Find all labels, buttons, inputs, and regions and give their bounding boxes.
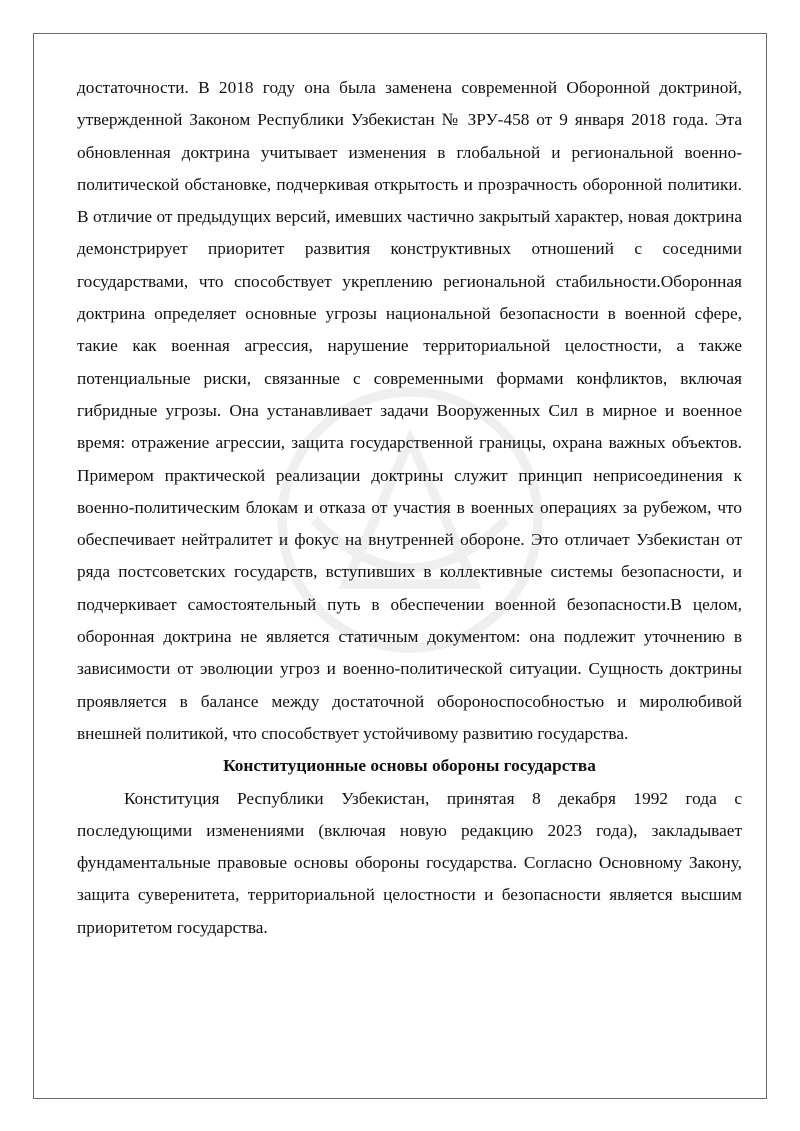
body-paragraph: Конституция Республики Узбекистан, принятая 8 декабря 1992 года с последующими изменениями (включая новую редакцию 2023 года), закладывает фундаментальные правовые основы обороны государства. Согласно Основному Закону, защита суверенитета, территориальной целостности и безопасности является высшим приоритетом государства. [77,788,742,937]
body-paragraph: достаточности. В 2018 году она была заменена современной Оборонной доктриной, утвержденной Законом Республики Узбекистан № ЗРУ-458 от 9 января 2018 года. Эта обновленная доктрина учитывает изменения в глобальной и региональной военно-политической обстановке, подчеркивая открытость и прозрачность оборонной политики. В отличие от предыдущих версий, имевших частично закрытый характер, новая доктрина демонстрирует приоритет развития конструктивных отношений с соседними государствами, что способствует укреплению региональной стабильности.Оборонная доктрина определяет основные угрозы национальной безопасности в военной сфере, такие как военная агрессия, нарушение территориальной целостности, а также потенциальные риски, связанные с современными формами конфликтов, включая гибридные угрозы. Она устанавливает задачи Вооруженных Сил в мирное и военное время: отражение агрессии, защита государственной границы, охрана важных объектов. Примером практической реализации доктрины служит принцип неприсоединения к военно-политическим блокам и отказа от участия в военных операциях за рубежом, что обеспечивает нейтралитет и фокус на внутренней обороне. Это отличает Узбекистан от ряда постсоветских государств, вступивших в коллективные системы безопасности, и подчеркивает самостоятельный путь в обеспечении военной безопасности.В целом, оборонная доктрина не является статичным документом: она подлежит уточнению в зависимости от эволюции угроз и военно-политической ситуации. Сущность доктрины проявляется в балансе между достаточной обороноспособностью и миролюбивой внешней политикой, что способствует устойчивому развитию государства. [77,78,742,743]
section-heading: Конституционные основы обороны государства [223,756,596,776]
document-body [77,72,742,944]
